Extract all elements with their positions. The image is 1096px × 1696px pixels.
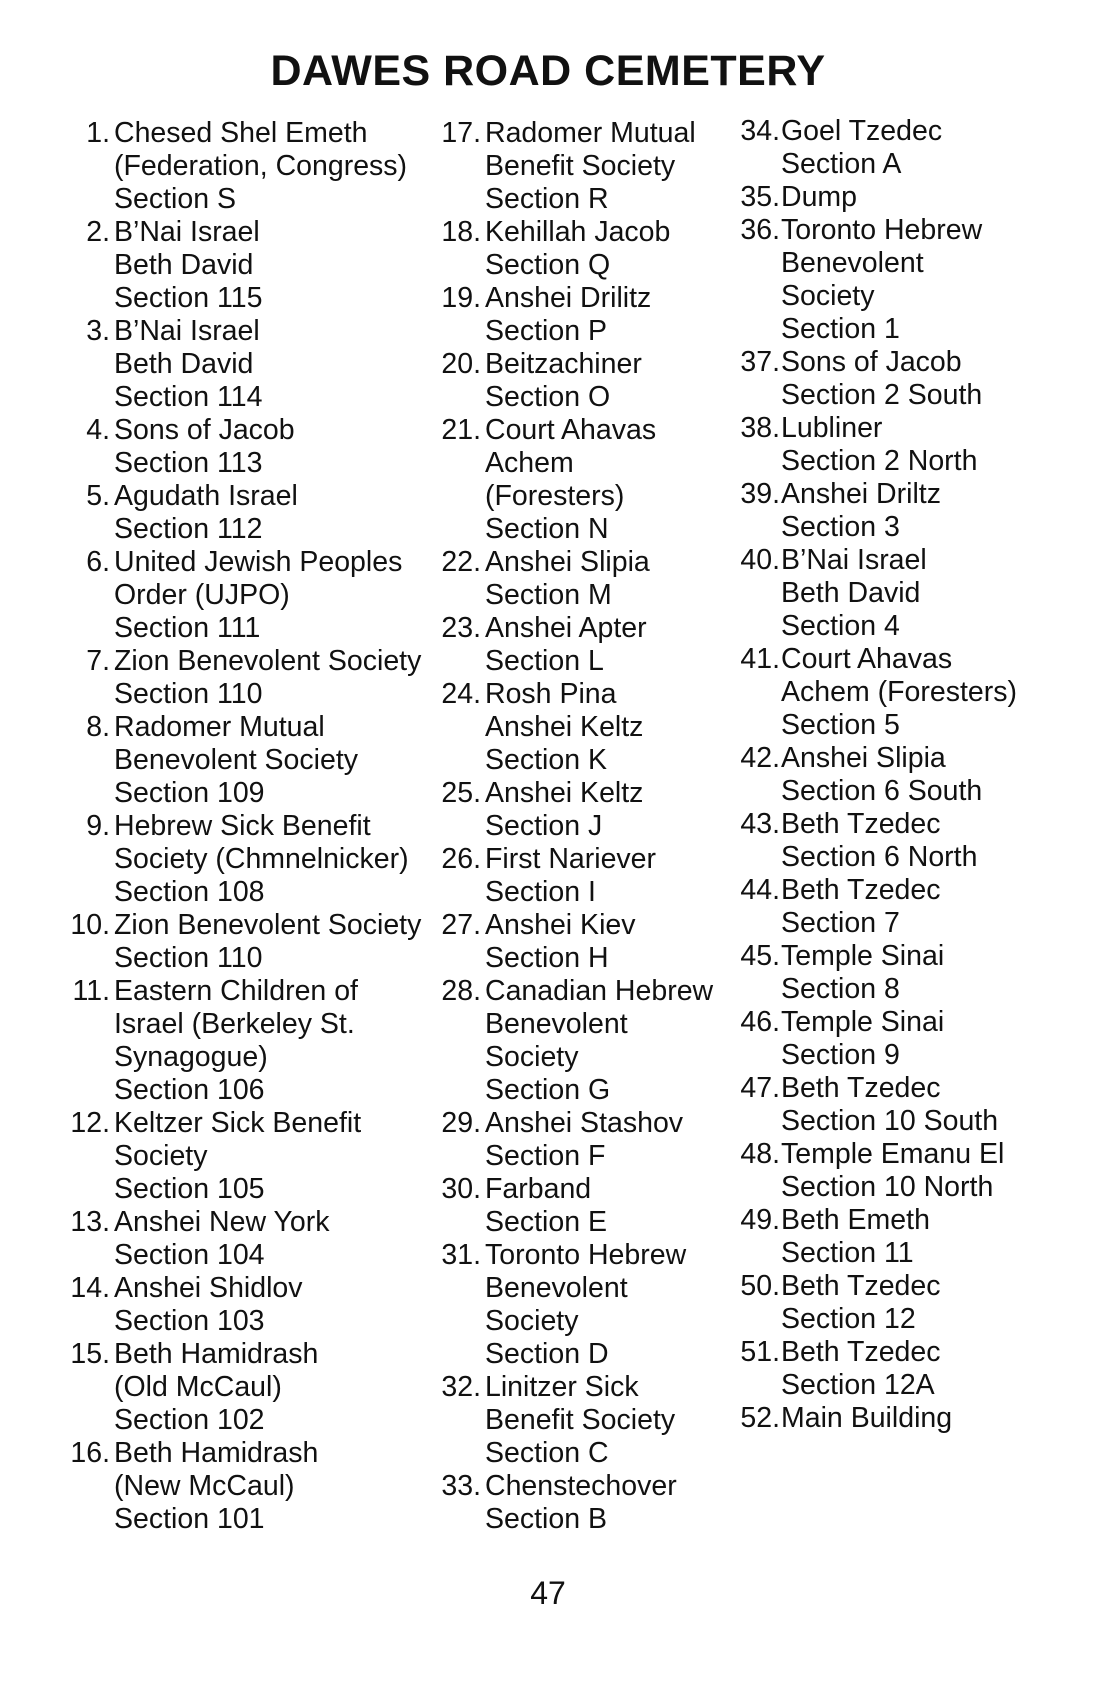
entry-number: 49. [740, 1204, 780, 1236]
entry-text [437, 909, 737, 975]
entry-line: Order (UJPO) [114, 579, 290, 611]
entry-line: Toronto Hebrew [781, 214, 983, 246]
directory-entry [66, 975, 426, 1107]
entry-line: Beth David [781, 577, 921, 609]
entry-line: Benevolent [485, 1008, 628, 1040]
directory-entry [736, 115, 1076, 181]
entry-line: Section 5 [781, 709, 900, 741]
entry-line: Anshei Keltz [485, 777, 644, 809]
entry-number: 46. [740, 1006, 780, 1038]
entry-text [437, 546, 737, 612]
entry-text [66, 546, 426, 645]
entry-text [736, 643, 1076, 742]
entry-text [66, 810, 426, 909]
directory-entry [437, 777, 737, 843]
entry-line: Beth Emeth [781, 1204, 930, 1236]
entry-text [736, 808, 1076, 874]
entry-number: 31. [441, 1239, 481, 1271]
directory-column-3 [736, 115, 1076, 1435]
entry-number: 40. [740, 544, 780, 576]
entry-number: 14. [70, 1272, 110, 1304]
entry-text [736, 214, 1076, 346]
entry-line: Anshei Apter [485, 612, 647, 644]
directory-entry [736, 940, 1076, 1006]
entry-number: 38. [740, 412, 780, 444]
entry-text [736, 1072, 1076, 1138]
entry-text [736, 1336, 1076, 1402]
entry-line: (Old McCaul) [114, 1371, 282, 1403]
entry-line: Temple Sinai [781, 940, 945, 972]
page-number: 47 [530, 1575, 566, 1611]
entry-number: 42. [740, 742, 780, 774]
entry-line: Section P [485, 315, 607, 347]
entry-line: Section 109 [114, 777, 265, 809]
entry-text [437, 216, 737, 282]
directory-entry [437, 348, 737, 414]
entry-text [437, 975, 737, 1107]
entry-line: Section 102 [114, 1404, 265, 1436]
entry-line: Section 113 [114, 447, 263, 479]
directory-entry [437, 975, 737, 1107]
entry-line: Section B [485, 1503, 607, 1535]
entry-number: 37. [740, 346, 780, 378]
entry-text [66, 414, 426, 480]
entry-text [736, 544, 1076, 643]
entry-number: 32. [441, 1371, 481, 1403]
directory-entry [66, 810, 426, 909]
entry-line: Toronto Hebrew [485, 1239, 687, 1271]
entry-text [736, 412, 1076, 478]
entry-text [66, 1338, 426, 1437]
directory-entry [736, 181, 1076, 214]
directory-entry [736, 1204, 1076, 1270]
entry-line: Section L [485, 645, 604, 677]
entry-number: 2. [86, 216, 110, 248]
entry-number: 5. [86, 480, 110, 512]
directory-entry [437, 216, 737, 282]
entry-line: Goel Tzedec [781, 115, 943, 147]
entry-number: 12. [70, 1107, 110, 1139]
directory-entry [736, 346, 1076, 412]
directory-entry [66, 711, 426, 810]
entry-line: Society [485, 1041, 579, 1073]
entry-line: Benefit Society [485, 150, 676, 182]
entry-number: 17. [441, 117, 481, 149]
entry-line: Zion Benevolent Society [114, 645, 422, 677]
entry-number: 18. [441, 216, 481, 248]
entry-number: 4. [86, 414, 110, 446]
entry-text [437, 117, 737, 216]
entry-line: Section 11 [781, 1237, 914, 1269]
entry-text [437, 1107, 737, 1173]
entry-line: Anshei Keltz [485, 711, 644, 743]
entry-number: 1. [86, 117, 110, 149]
entry-number: 35. [740, 181, 780, 213]
entry-line: Agudath Israel [114, 480, 298, 512]
directory-column-1 [66, 117, 426, 1536]
entry-line: Linitzer Sick [485, 1371, 639, 1403]
entry-number: 47. [740, 1072, 780, 1104]
entry-number: 10. [70, 909, 110, 941]
entry-line: Anshei Stashov [485, 1107, 684, 1139]
entry-line: Section 105 [114, 1173, 265, 1205]
entry-line: Main Building [781, 1402, 953, 1434]
entry-text [736, 742, 1076, 808]
entry-text [66, 909, 426, 975]
entry-text [437, 678, 737, 777]
entry-text [437, 777, 737, 843]
entry-line: Section 3 [781, 511, 900, 543]
directory-entry [437, 843, 737, 909]
entry-text [66, 315, 426, 414]
directory-entry [437, 414, 737, 546]
directory-entry [736, 808, 1076, 874]
entry-line: Kehillah Jacob [485, 216, 671, 248]
entry-text [736, 1402, 1076, 1435]
entry-number: 44. [740, 874, 780, 906]
entry-number: 9. [86, 810, 110, 842]
entry-line: Section H [485, 942, 609, 974]
entry-number: 23. [441, 612, 481, 644]
entry-line: Section 10 North [781, 1171, 994, 1203]
entry-text [437, 1371, 737, 1470]
entry-number: 33. [441, 1470, 481, 1502]
entry-line: Anshei Slipia [781, 742, 946, 774]
entry-line: Anshei New York [114, 1206, 330, 1238]
directory-entry [66, 414, 426, 480]
entry-line: Benevolent [485, 1272, 628, 1304]
entry-line: Radomer Mutual [114, 711, 325, 743]
entry-line: Section 112 [114, 513, 263, 545]
directory-entry [66, 1206, 426, 1272]
entry-line: Section 114 [114, 381, 263, 413]
entry-line: B’Nai Israel [114, 216, 260, 248]
entry-line: Court Ahavas [781, 643, 953, 675]
entry-line: Section 2 North [781, 445, 978, 477]
entry-line: Section 106 [114, 1074, 265, 1106]
entry-line: B’Nai Israel [114, 315, 260, 347]
entry-line: Synagogue) [114, 1041, 268, 1073]
entry-text [736, 346, 1076, 412]
entry-line: Section 7 [781, 907, 900, 939]
entry-line: Section 2 South [781, 379, 983, 411]
entry-line: Benefit Society [485, 1404, 676, 1436]
entry-line: Beth Hamidrash [114, 1437, 319, 1469]
entry-number: 7. [86, 645, 110, 677]
entry-line: Anshei Driltz [781, 478, 941, 510]
entry-line: Benevolent Society [114, 744, 358, 776]
entry-line: Section 12A [781, 1369, 935, 1401]
entry-text [66, 216, 426, 315]
directory-entry [66, 315, 426, 414]
entry-number: 39. [740, 478, 780, 510]
entry-line: Section 101 [114, 1503, 265, 1535]
directory-entry [66, 480, 426, 546]
entry-number: 16. [70, 1437, 110, 1469]
entry-line: Farband [485, 1173, 592, 1205]
entry-number: 3. [86, 315, 110, 347]
entry-line: Beth Hamidrash [114, 1338, 319, 1370]
entry-line: First Nariever [485, 843, 657, 875]
directory-entry [736, 544, 1076, 643]
entry-line: Beth David [114, 348, 254, 380]
entry-number: 8. [86, 711, 110, 743]
entry-line: Chenstechover [485, 1470, 677, 1502]
directory-entry [66, 1437, 426, 1536]
entry-number: 24. [441, 678, 481, 710]
entry-number: 25. [441, 777, 481, 809]
entry-number: 29. [441, 1107, 481, 1139]
entry-text [736, 1204, 1076, 1270]
entry-line: Section 115 [114, 282, 263, 314]
entry-line: Society [485, 1305, 579, 1337]
entry-line: Section J [485, 810, 603, 842]
entry-line: Section 103 [114, 1305, 265, 1337]
entry-text [437, 282, 737, 348]
entry-line: Section 110 [114, 678, 263, 710]
directory-entry [437, 1470, 737, 1536]
directory-entry [66, 645, 426, 711]
entry-line: Benevolent [781, 247, 924, 279]
directory-entry [437, 546, 737, 612]
entry-number: 11. [72, 975, 110, 1007]
entry-text [437, 1173, 737, 1239]
entry-line: Beth Tzedec [781, 1336, 941, 1368]
entry-number: 26. [441, 843, 481, 875]
entry-text [66, 117, 426, 216]
directory-entry [66, 1338, 426, 1437]
entry-line: Beth David [114, 249, 254, 281]
entry-line: Society (Chmnelnicker) [114, 843, 409, 875]
directory-entry [66, 909, 426, 975]
entry-number: 28. [441, 975, 481, 1007]
directory-entry [437, 1239, 737, 1371]
entry-line: Section 6 South [781, 775, 983, 807]
entry-line: Section C [485, 1437, 609, 1469]
entry-line: (Foresters) [485, 480, 625, 512]
entry-number: 52. [740, 1402, 780, 1434]
entry-line: Section 9 [781, 1039, 900, 1071]
entry-line: Section R [485, 183, 609, 215]
entry-line: Dump [781, 181, 858, 213]
entry-line: Section N [485, 513, 609, 545]
directory-entry [437, 678, 737, 777]
entry-line: (Federation, Congress) [114, 150, 408, 182]
entry-line: Section Q [485, 249, 611, 281]
directory-entry [66, 216, 426, 315]
entry-number: 6. [86, 546, 110, 578]
entry-line: Court Ahavas [485, 414, 657, 446]
entry-number: 34. [740, 115, 780, 147]
entry-text [736, 1270, 1076, 1336]
entry-number: 19. [441, 282, 481, 314]
entry-line: Radomer Mutual [485, 117, 696, 149]
entry-text [66, 975, 426, 1107]
directory-entry [437, 282, 737, 348]
directory-entry [736, 1138, 1076, 1204]
directory-entry [736, 1336, 1076, 1402]
directory-entry [437, 612, 737, 678]
entry-line: Temple Emanu El [781, 1138, 1005, 1170]
entry-number: 41. [740, 643, 780, 675]
entry-text [736, 1006, 1076, 1072]
entry-line: Israel (Berkeley St. [114, 1008, 355, 1040]
entry-line: Eastern Children of [114, 975, 358, 1007]
entry-line: Society [114, 1140, 208, 1172]
entry-text [437, 348, 737, 414]
directory-entry [736, 643, 1076, 742]
entry-text [437, 843, 737, 909]
entry-text [437, 612, 737, 678]
entry-number: 45. [740, 940, 780, 972]
directory-entry [437, 1107, 737, 1173]
entry-line: Canadian Hebrew [485, 975, 714, 1007]
entry-line: Section 110 [114, 942, 263, 974]
entry-number: 27. [441, 909, 481, 941]
entry-number: 15. [70, 1338, 110, 1370]
directory-entry [736, 1402, 1076, 1435]
entry-number: 30. [441, 1173, 481, 1205]
entry-line: Section 104 [114, 1239, 265, 1271]
entry-line: Sons of Jacob [781, 346, 962, 378]
entry-line: (New McCaul) [114, 1470, 295, 1502]
entry-text [66, 480, 426, 546]
directory-entry [736, 1270, 1076, 1336]
directory-entry [66, 1107, 426, 1206]
entry-text [66, 711, 426, 810]
entry-line: Beitzachiner [485, 348, 642, 380]
entry-text [66, 645, 426, 711]
directory-entry [736, 1006, 1076, 1072]
entry-line: Hebrew Sick Benefit [114, 810, 371, 842]
entry-line: Section 12 [781, 1303, 916, 1335]
entry-line: Anshei Shidlov [114, 1272, 303, 1304]
entry-line: Section E [485, 1206, 607, 1238]
entry-line: Chesed Shel Emeth [114, 117, 368, 149]
entry-line: Rosh Pina [485, 678, 617, 710]
entry-line: Section M [485, 579, 612, 611]
entry-line: Achem (Foresters) [781, 676, 1017, 708]
entry-line: Section 4 [781, 610, 900, 642]
entry-line: Section 10 South [781, 1105, 999, 1137]
entry-line: Zion Benevolent Society [114, 909, 422, 941]
entry-line: B’Nai Israel [781, 544, 927, 576]
entry-number: 50. [740, 1270, 780, 1302]
entry-line: Anshei Slipia [485, 546, 650, 578]
directory-entry [437, 909, 737, 975]
entry-line: Section D [485, 1338, 609, 1370]
directory-entry [736, 478, 1076, 544]
directory-column-2 [437, 117, 737, 1536]
entry-line: United Jewish Peoples [114, 546, 403, 578]
entry-line: Beth Tzedec [781, 808, 941, 840]
page-title: DAWES ROAD CEMETERY [270, 47, 826, 95]
entry-number: 36. [740, 214, 780, 246]
directory-entry [736, 214, 1076, 346]
entry-text [736, 181, 1076, 214]
entry-line: Section K [485, 744, 607, 776]
directory-entry [66, 546, 426, 645]
entry-text [66, 1206, 426, 1272]
entry-line: Section F [485, 1140, 606, 1172]
directory-entry [736, 1072, 1076, 1138]
entry-line: Section 8 [781, 973, 900, 1005]
entry-line: Sons of Jacob [114, 414, 295, 446]
entry-line: Anshei Kiev [485, 909, 636, 941]
entry-text [736, 478, 1076, 544]
entry-line: Section S [114, 183, 236, 215]
entry-text [437, 1470, 737, 1536]
entry-line: Anshei Drilitz [485, 282, 652, 314]
entry-text [66, 1272, 426, 1338]
entry-number: 22. [441, 546, 481, 578]
entry-text [66, 1437, 426, 1536]
directory-entry [736, 412, 1076, 478]
entry-number: 43. [740, 808, 780, 840]
directory-entry [437, 1371, 737, 1470]
entry-number: 20. [441, 348, 481, 380]
entry-line: Section O [485, 381, 611, 413]
entry-text [736, 940, 1076, 1006]
entry-text [736, 874, 1076, 940]
directory-entry [736, 874, 1076, 940]
entry-line: Beth Tzedec [781, 1072, 941, 1104]
entry-text [437, 414, 737, 546]
entry-line: Section A [781, 148, 902, 180]
entry-line: Section G [485, 1074, 611, 1106]
entry-line: Section 108 [114, 876, 265, 908]
entry-text [736, 115, 1076, 181]
entry-line: Beth Tzedec [781, 1270, 941, 1302]
directory-entry [736, 742, 1076, 808]
entry-line: Section I [485, 876, 596, 908]
directory-entry [437, 117, 737, 216]
entry-line: Section 1 [781, 313, 900, 345]
entry-number: 51. [740, 1336, 780, 1368]
entry-line: Society [781, 280, 875, 312]
entry-line: Keltzer Sick Benefit [114, 1107, 362, 1139]
entry-line: Lubliner [781, 412, 883, 444]
directory-entry [437, 1173, 737, 1239]
entry-number: 48. [740, 1138, 780, 1170]
directory-entry [66, 1272, 426, 1338]
entry-text [437, 1239, 737, 1371]
entry-text [66, 1107, 426, 1206]
entry-number: 21. [441, 414, 481, 446]
entry-line: Section 6 North [781, 841, 978, 873]
entry-line: Section 111 [114, 612, 261, 644]
entry-text [736, 1138, 1076, 1204]
entry-number: 13. [70, 1206, 110, 1238]
entry-line: Temple Sinai [781, 1006, 945, 1038]
directory-entry [66, 117, 426, 216]
entry-line: Beth Tzedec [781, 874, 941, 906]
entry-line: Achem [485, 447, 574, 479]
